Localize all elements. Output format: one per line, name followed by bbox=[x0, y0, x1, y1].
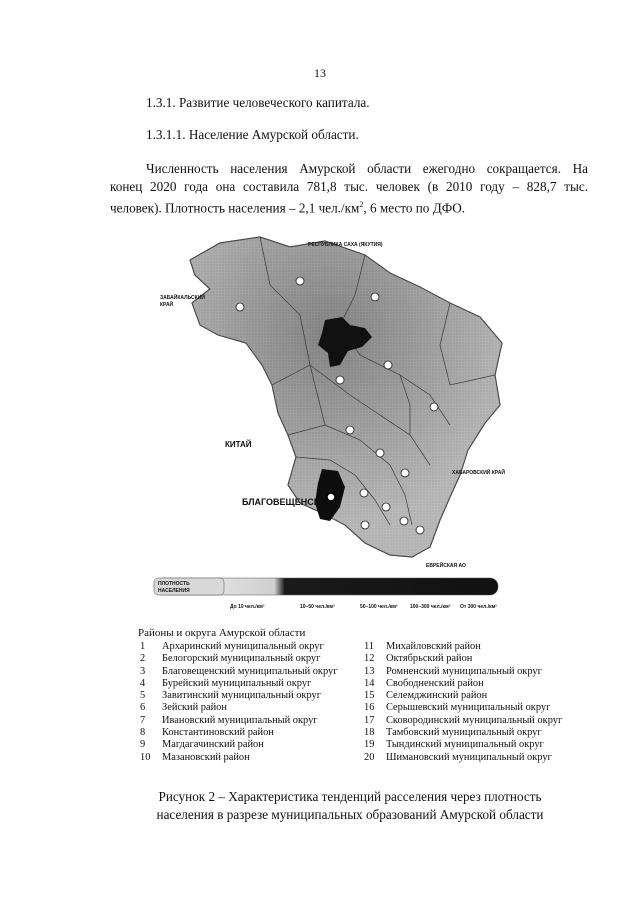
district-marker bbox=[360, 489, 368, 497]
paragraph-line-3-a: человек). Плотность населения – 2,1 чел./км bbox=[110, 200, 360, 216]
district-name: Тамбовский муниципальный округ bbox=[386, 727, 542, 739]
district-number: 3 bbox=[140, 665, 146, 677]
district-name: Михайловский район bbox=[386, 641, 481, 652]
district-number: 19 bbox=[364, 739, 375, 751]
district-name: Сковородинский муниципальный округ bbox=[386, 714, 563, 726]
district-name: Бурейский муниципальный округ bbox=[162, 677, 312, 689]
density-label-1: ПЛОТНОСТЬ bbox=[158, 581, 190, 587]
district-row bbox=[364, 752, 562, 764]
label-china: КИТАЙ bbox=[225, 440, 252, 449]
districts-list-left bbox=[140, 641, 338, 764]
district-row bbox=[364, 678, 562, 690]
district-name: Константиновский район bbox=[162, 727, 274, 739]
district-name: Серышевский муниципальный округ bbox=[386, 702, 551, 714]
label-jewish: ЕВРЕЙСКАЯ АО bbox=[426, 563, 466, 569]
district-row bbox=[364, 641, 562, 653]
district-row bbox=[364, 653, 562, 665]
district-name: Ивановский муниципальный округ bbox=[162, 714, 318, 726]
legend-title: Районы и округа Амурской области bbox=[138, 627, 306, 639]
district-marker bbox=[401, 469, 409, 477]
district-row bbox=[364, 727, 562, 739]
scale-label-3: 50–100 чел./км² bbox=[360, 604, 398, 610]
district-marker bbox=[371, 293, 379, 301]
district-number: 2 bbox=[140, 653, 146, 665]
subsection-heading: 1.3.1.1. Население Амурской области. bbox=[146, 127, 359, 142]
paragraph-line-2: конец 2020 года она составила 781,8 тыс. человек (в 2010 году – 828,7 тыс. bbox=[110, 179, 588, 194]
district-name: Мазановский район bbox=[162, 751, 250, 763]
district-row bbox=[140, 702, 338, 714]
label-city: БЛАГОВЕЩЕНСК bbox=[242, 497, 320, 507]
district-row bbox=[140, 653, 338, 665]
district-marker bbox=[296, 277, 304, 285]
district-row bbox=[364, 702, 562, 714]
district-number: 12 bbox=[364, 653, 375, 665]
label-yakutia: РЕСПУБЛИКА САХА (ЯКУТИЯ) bbox=[308, 242, 383, 248]
district-number: 20 bbox=[364, 751, 375, 763]
district-row bbox=[140, 690, 338, 702]
district-number: 8 bbox=[140, 727, 146, 739]
district-name: Ромненский муниципальный округ bbox=[386, 665, 542, 677]
city-marker bbox=[327, 493, 335, 501]
district-row bbox=[364, 666, 562, 678]
superscript: 2 bbox=[359, 200, 364, 209]
district-number: 1 bbox=[140, 641, 146, 652]
district-marker bbox=[376, 449, 384, 457]
district-row bbox=[364, 739, 562, 751]
section-heading: 1.3.1. Развитие человеческого капитала. bbox=[146, 95, 370, 110]
caption-line-1: Рисунок 2 – Характеристика тенденций расселения через плотность bbox=[158, 789, 542, 804]
district-row bbox=[140, 715, 338, 727]
district-number: 13 bbox=[364, 665, 375, 677]
district-name: Благовещенский муниципальный округ bbox=[162, 665, 338, 677]
density-label-2: НАСЕЛЕНИЯ bbox=[158, 588, 190, 594]
district-number: 6 bbox=[140, 702, 146, 714]
district-name: Белогорский муниципальный округ bbox=[162, 653, 321, 665]
district-marker bbox=[416, 526, 424, 534]
district-number: 5 bbox=[140, 690, 146, 702]
label-zabaikal-1: ЗАБАЙКАЛЬСКИЙ bbox=[160, 295, 205, 301]
district-number: 16 bbox=[364, 702, 375, 714]
district-name: Свободненский район bbox=[386, 677, 484, 689]
scale-label-2: 10–50 чел./км² bbox=[300, 604, 335, 610]
district-row bbox=[364, 690, 562, 702]
district-marker bbox=[384, 361, 392, 369]
district-number: 4 bbox=[140, 677, 146, 689]
district-number: 17 bbox=[364, 714, 375, 726]
district-marker bbox=[236, 303, 244, 311]
district-number: 18 bbox=[364, 727, 375, 739]
page-number: 13 bbox=[314, 66, 326, 80]
district-marker bbox=[361, 521, 369, 529]
density-map-svg bbox=[150, 225, 515, 615]
caption-line-2: населения в разрезе муниципальных образований Амурской области bbox=[156, 807, 544, 822]
district-marker bbox=[400, 517, 408, 525]
district-row bbox=[140, 641, 338, 653]
scale-label-1: До 10 чел./км² bbox=[230, 604, 265, 610]
paragraph-line-1: Численность населения Амурской области ежегодно сокращается. На bbox=[146, 161, 588, 176]
district-name: Магдагачинский район bbox=[162, 739, 264, 751]
district-name: Зейский район bbox=[162, 702, 227, 714]
label-khabarovsk: ХАБАРОВСКИЙ КРАЙ bbox=[452, 470, 505, 476]
district-row bbox=[140, 739, 338, 751]
district-number: 10 bbox=[140, 751, 151, 763]
district-name: Завитинский муниципальный округ bbox=[162, 690, 321, 702]
district-number: 9 bbox=[140, 739, 146, 751]
district-name: Шимановский муниципальный округ bbox=[386, 751, 552, 763]
districts-list-right bbox=[364, 641, 562, 764]
district-number: 15 bbox=[364, 690, 375, 702]
paragraph-line-3-b: , 6 место по ДФО. bbox=[363, 200, 466, 216]
district-number: 14 bbox=[364, 677, 375, 689]
district-name: Октябрьский район bbox=[386, 653, 473, 665]
district-number: 7 bbox=[140, 714, 146, 726]
district-marker bbox=[346, 426, 354, 434]
scale-label-5: От 300 чел./км² bbox=[460, 604, 497, 610]
district-name: Тындинский муниципальный округ bbox=[386, 739, 544, 751]
label-zabaikal-2: КРАЙ bbox=[160, 302, 174, 308]
scale-label-4: 100–300 чел./км² bbox=[410, 604, 451, 610]
paragraph-line-3 bbox=[110, 196, 588, 217]
figure-caption bbox=[100, 788, 600, 824]
district-marker bbox=[430, 403, 438, 411]
density-map bbox=[150, 225, 515, 615]
district-row bbox=[364, 715, 562, 727]
district-number: 11 bbox=[364, 641, 375, 652]
district-row bbox=[140, 752, 338, 764]
district-marker bbox=[336, 376, 344, 384]
district-name: Селемджинский район bbox=[386, 690, 488, 702]
district-row bbox=[140, 666, 338, 678]
population-paragraph bbox=[110, 160, 588, 217]
district-row bbox=[140, 678, 338, 690]
district-row bbox=[140, 727, 338, 739]
district-name: Архаринский муниципальный округ bbox=[162, 641, 324, 652]
region-texture bbox=[190, 237, 502, 557]
district-marker bbox=[382, 503, 390, 511]
